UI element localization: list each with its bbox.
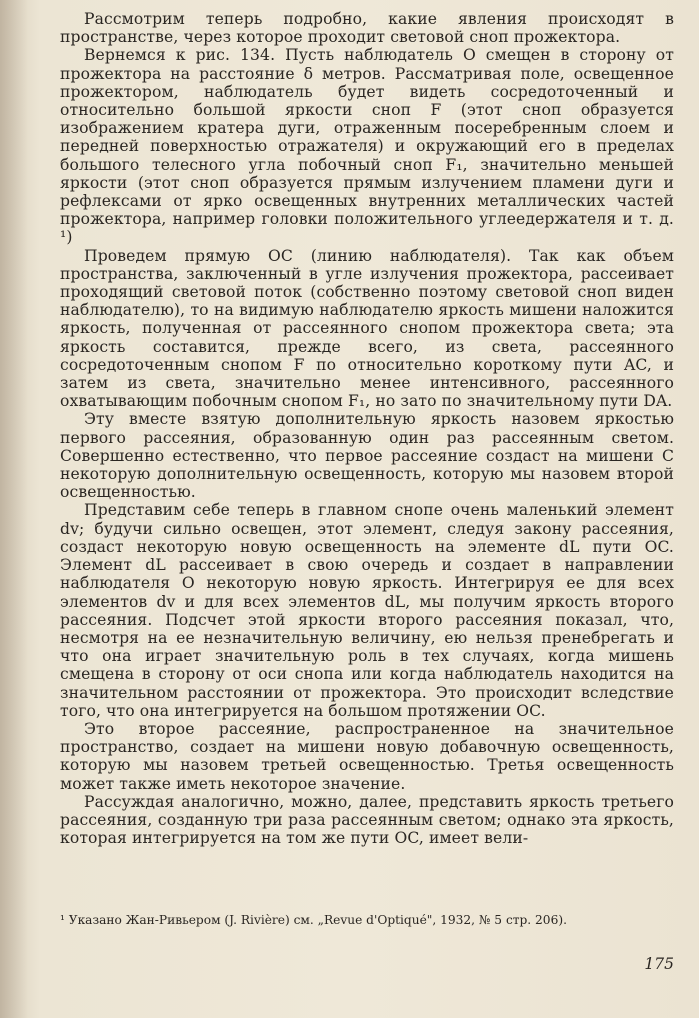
paragraph-3: Проведем прямую OC (линию наблюдателя). Так как объем пространства, заключенный в угле излучения прожектора, рассеивает проходящий световой поток (собственно поэтому световой сноп виден наблюдателю), то на видимую наблюдателю яркость мишени наложится яркость, полученная от рассеянного снопом прожектора света; эта яркость составится, прежде всего, из света, рассеянного сосредоточенным снопом F по относительно короткому пути AC, и затем из света, значительно менее интенсивного, рассеянного охватывающим побочным снопом F₁, но зато по значительному пути DA. [60, 246, 674, 411]
paragraph-2: Вернемся к рис. 134. Пусть наблюдатель O смещен в сторону от прожектора на расстояние δ метров. Рассматривая поле, освещенное прожектором, наблюдатель будет видеть сосредоточенный и относительно большой яркости сноп F (этот сноп образуется изображением кратера дуги, отраженным посеребренным слоем и передней поверхностью отражателя) и окружающий его в пределах большого телесного угла побочный сноп F₁, значительно меньшей яркости (этот сноп образуется прямым излучением пламени дуги и рефлексами от ярко освещенных внутренних металлических частей прожектора, например головки положительного углеедержателя и т. д. ¹) [60, 46, 674, 247]
paragraph-5: Представим себе теперь в главном снопе очень маленький элемент dv; будучи сильно освещен, этот элемент, следуя закону рассеяния, создаст некоторую новую освещенность на элементе dL пути OC. Элемент dL рассеивает в свою очередь и создает в направлении наблюдателя O некоторую новую яркость. Интегрируя ее для всех элементов dv и для всех элементов dL, мы получим яркость второго рассеяния. Подсчет этой яркости второго рассеяния показал, что, несмотря на ее незначительную величину, ею нельзя пренебрегать и что она играет значительную роль в тех случаях, когда мишень смещена в сторону от оси снопа или когда наблюдатель находится на значительном расстоянии от прожектора. Это происходит вследствие того, что она интегрируется на большом протяжении OC. [60, 501, 674, 720]
footnote: ¹ Указано Жан-Ривьером (J. Rivière) см. „Revue d'Optiqué", 1932, № 5 стр. 206). [60, 913, 567, 927]
page-number: 175 [644, 955, 674, 973]
body-text [60, 10, 674, 847]
paragraph-1: Рассмотрим теперь подробно, какие явления происходят в пространстве, через которое проходит световой сноп прожектора. [60, 10, 674, 47]
paragraph-4: Эту вместе взятую дополнительную яркость назовем яркостью первого рассеяния, образованную один раз рассеянным светом. Совершенно естественно, что первое рассеяние создаст на мишени C некоторую дополнительную освещенность, которую мы назовем второй освещенностью. [60, 410, 674, 502]
paragraph-6: Это второе рассеяние, распространенное на значительное пространство, создает на мишени новую добавочную освещенность, которую мы назовем третьей освещенностью. Третья освещенность может также иметь некоторое значение. [60, 719, 674, 793]
paragraph-7: Рассуждая аналогично, можно, далее, представить яркость третьего рассеяния, созданную три раза рассеянным светом; однако эта яркость, которая интегрируется на том же пути OC, имеет вели- [60, 792, 674, 848]
